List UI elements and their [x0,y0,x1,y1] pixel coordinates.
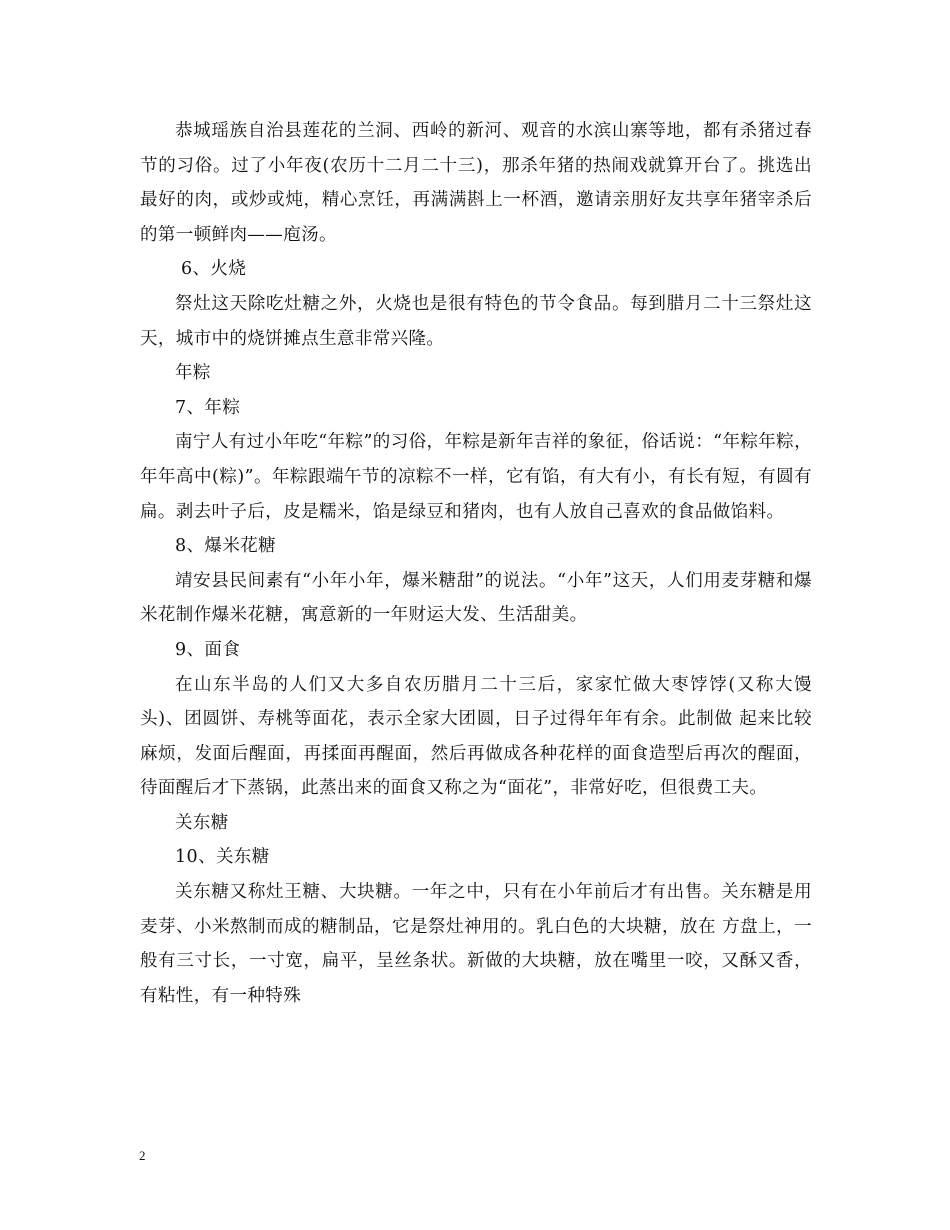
paragraph-pao-tang: 恭城瑶族自治县莲花的兰洞、西岭的新河、观音的水滨山寨等地，都有杀猪过春节的习俗。过了小年夜(农历十二月二十三)，那杀年猪的热闹戏就算开台了。挑选出最好的肉，或炒或炖，精心烹饪，再满满斟上一杯酒，邀请亲朋好友共享年猪宰杀后的第一顿鲜肉——庖汤。 [140,121,812,245]
heading-guan-dong-tang: 10、关东糖 [175,847,270,868]
paragraph-nian-zong: 南宁人有过小年吃“年粽”的习俗，年粽是新年吉祥的象征，俗话说：“年粽年粽，年年高中(粽)”。年粽跟端午节的凉粽不一样，它有馅，有大有小，有长有短，有圆有扁。剥去叶子后，皮是糯米，馅是绿豆和猪肉，也有人放自己喜欢的食品做馅料。 [140,432,812,522]
heading-guan-dong-tang-label: 关东糖 [175,812,229,833]
heading-bao-mi-hua-tang: 8、爆米花糖 [175,536,277,557]
paragraph-bao-mi-hua-tang: 靖安县民间素有“小年小年，爆米糖甜”的说法。“小年”这天，人们用麦芽糖和爆米花制作爆米花糖，寓意新的一年财运大发、生活甜美。 [140,570,812,626]
document-body [140,114,812,1013]
paragraph-mian-shi: 在山东半岛的人们又大多自农历腊月二十三后，家家忙做大枣饽饽(又称大馒头)、团圆饼、寿桃等面花，表示全家大团圆，日子过得年年有余。此制做 起来比较麻烦，发面后醒面，再揉面再醒面，然后再做成各种花样的面食造型后再次的醒面，待面醒后才下蒸锅，此蒸出来的面食又称之为“面花”，非常好吃，但很费工夫。 [140,674,812,799]
heading-nian-zong-label: 年粽 [175,363,211,384]
heading-nian-zong: 7、年粽 [175,397,241,418]
page-number: 2 [139,1148,146,1163]
heading-mian-shi: 9、面食 [175,639,241,660]
paragraph-huo-shao: 祭灶这天除吃灶糖之外，火烧也是很有特色的节令食品。每到腊月二十三祭灶这天，城市中的烧饼摊点生意非常兴隆。 [140,293,812,349]
paragraph-guan-dong-tang: 关东糖又称灶王糖、大块糖。一年之中，只有在小年前后才有出售。关东糖是用麦芽、小米熬制而成的糖制品，它是祭灶神用的。乳白色的大块糖，放在 方盘上，一般有三寸长，一寸宽，扁平，呈丝条状。新做的大块糖，放在嘴里一咬，又酥又香，有粘性，有一种特殊 [140,882,812,1006]
heading-huo-shao: 6、火烧 [181,259,247,280]
